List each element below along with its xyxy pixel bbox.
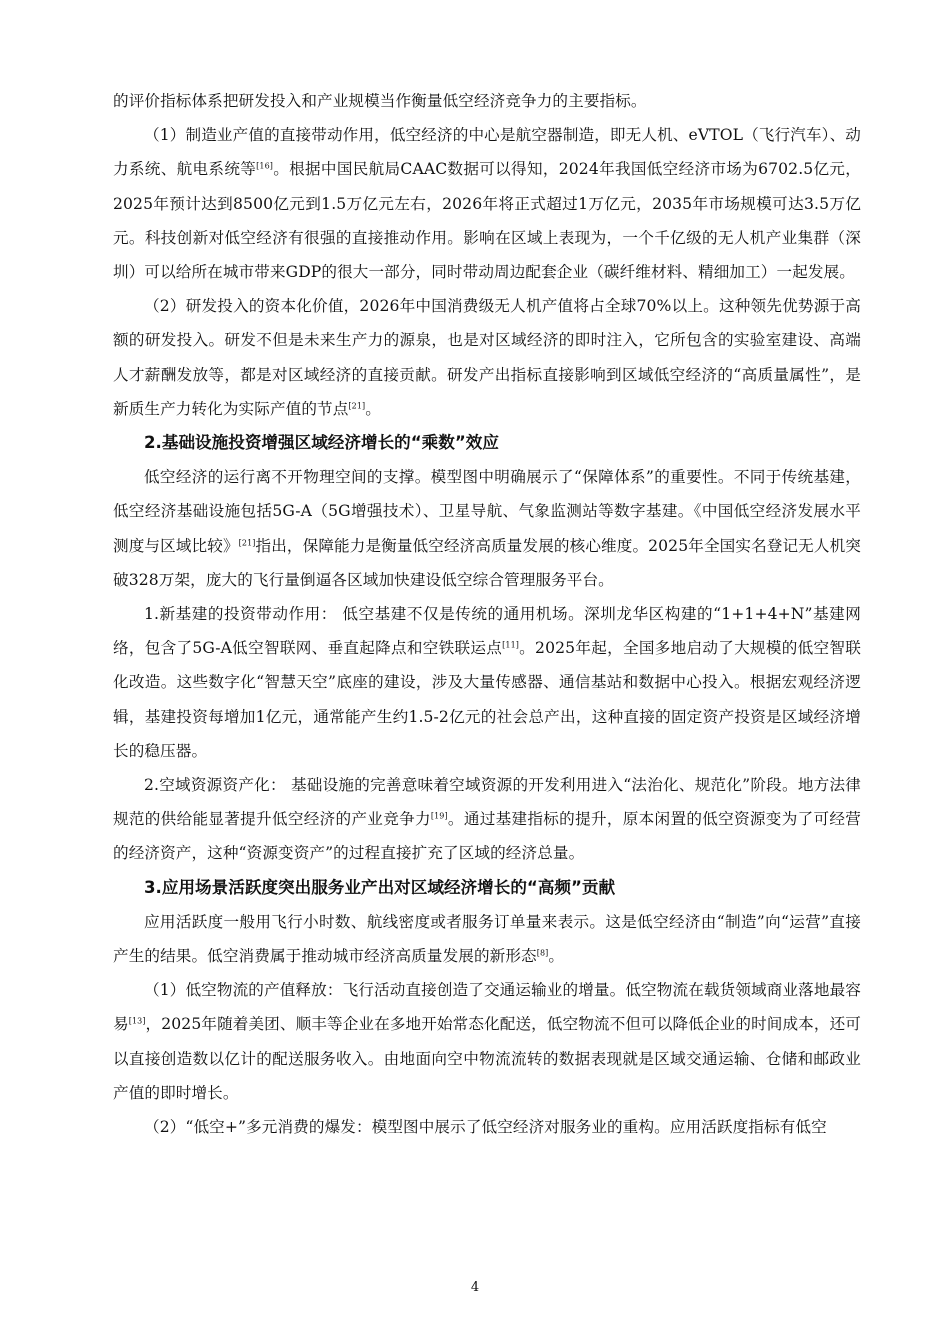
text-run: 。通过基建指标的提升，原本闲置的低空资源变为了可经营的经济资产，这种“资源变资产”的过程直接扩充了区域的经济总量。 bbox=[113, 810, 861, 863]
citation-ref: [21] bbox=[238, 538, 256, 548]
text-run: 。 bbox=[365, 399, 381, 418]
page-number: 4 bbox=[470, 1280, 480, 1295]
section-heading bbox=[113, 426, 861, 460]
citation-ref: [13] bbox=[128, 1016, 146, 1026]
citation-ref: [11] bbox=[502, 640, 519, 650]
text-run: （2）“低空+”多元消费的爆发：模型图中展示了低空经济对服务业的重构。应用活跃度指标有低空 bbox=[144, 1118, 827, 1137]
text-run: 。 bbox=[548, 947, 565, 966]
text-run: 。2025年起，全国多地启动了大规模的低空智联化改造。这些数字化“智慧天空”底座的建设，涉及大量传感器、通信基站和数据中心投入。根据宏观经济逻辑，基建投资每增加1亿元，通常能产生约1.5-2亿元的社会总产出，这种直接的固定资产投资是区域经济增长的稳压器。 bbox=[113, 639, 861, 760]
text-run: （2）研发投入的资本化价值，2026年中国消费级无人机产值将占全球70%以上。这种领先优势源于高额的研发投入。研发不但是未来生产力的源泉，也是对区域经济的即时注入，它所包含的实验室建设、高端人才薪酬发放等，都是对区域经济的直接贡献。研发产出指标直接影响到区域低空经济的“高质量属性”，是新质生产力转化为实际产值的节点 bbox=[113, 297, 861, 418]
body-paragraph bbox=[113, 1110, 861, 1144]
page-body bbox=[113, 84, 861, 1144]
text-run: 2.基础设施投资增强区域经济增长的“乘数”效应 bbox=[144, 433, 499, 453]
citation-ref: [16] bbox=[256, 161, 273, 171]
text-run: 的评价指标体系把研发投入和产业规模当作衡量低空经济竞争力的主要指标。 bbox=[113, 92, 647, 110]
citation-ref: [19] bbox=[430, 811, 448, 821]
text-run: 1.新基建的投资带动作用： 低空基建不仅是传统的通用机场。深圳龙华区构建的“1+1+4+N”基建网络，包含了5G-A低空智联网、垂直起降点和空铁联运点 bbox=[113, 605, 861, 658]
text-run: （1）制造业产值的直接带动作用，低空经济的中心是航空器制造，即无人机、eVTOL（飞行汽车）、动力系统、航电系统等 bbox=[113, 126, 861, 179]
text-run: 低空经济的运行离不开物理空间的支撑。模型图中明确展示了“保障体系”的重要性。不同于传统基建，低空经济基础设施包括5G-A（5G增强技术）、卫星导航、气象监测站等数字基建。《中国低空经济发展水平测度与区域比较》 bbox=[113, 468, 861, 555]
body-paragraph bbox=[113, 905, 861, 973]
body-paragraph bbox=[113, 768, 861, 871]
body-paragraph bbox=[113, 460, 861, 597]
text-run: （1）低空物流的产值释放：飞行活动直接创造了交通运输业的增量。低空物流在载货领域商业落地最容易 bbox=[113, 981, 861, 1034]
text-run: 指出，保障能力是衡量低空经济高质量发展的核心维度。2025年全国实名登记无人机突破328万架，庞大的飞行量倒逼各区域加快建设低空综合管理服务平台。 bbox=[113, 536, 861, 589]
section-heading bbox=[113, 871, 861, 905]
text-run: 2.空域资源资产化： 基础设施的完善意味着空域资源的开发利用进入“法治化、规范化”阶段。地方法律规范的供给能显著提升低空经济的产业竞争力 bbox=[113, 776, 861, 829]
body-paragraph bbox=[113, 118, 861, 289]
body-paragraph bbox=[113, 597, 861, 768]
body-paragraph bbox=[113, 289, 861, 426]
text-run: ，2025年随着美团、顺丰等企业在多地开始常态化配送，低空物流不但可以降低企业的时间成本，还可以直接创造数以亿计的配送服务收入。由地面向空中物流流转的数据表现就是区域交通运输、仓储和邮政业产值的即时增长。 bbox=[113, 1015, 861, 1102]
citation-ref: [21] bbox=[348, 401, 366, 411]
text-run: 3.应用场景活跃度突出服务业产出对区域经济增长的“高频”贡献 bbox=[144, 877, 616, 897]
body-paragraph bbox=[113, 973, 861, 1110]
text-run: 应用活跃度一般用飞行小时数、航线密度或者服务订单量来表示。这是低空经济由“制造”向“运营”直接产生的结果。低空消费属于推动城市经济高质量发展的新形态 bbox=[113, 912, 861, 966]
text-run: 。根据中国民航局CAAC数据可以得知，2024年我国低空经济市场为6702.5亿元，2025年预计达到8500亿元到1.5万亿元左右，2026年将正式超过1万亿元，2035年市场规模可达3.5万亿元。科技创新对低空经济有很强的直接推动作用。影响在区域上表现为，一个千亿级的无人机产业集群（深圳）可以给所在城市带来GDP的很大一部分，同时带动周边配套企业（碳纤维材料、精细加工）一起发展。 bbox=[113, 160, 861, 282]
body-paragraph bbox=[113, 84, 861, 118]
citation-ref: [8] bbox=[536, 948, 549, 958]
